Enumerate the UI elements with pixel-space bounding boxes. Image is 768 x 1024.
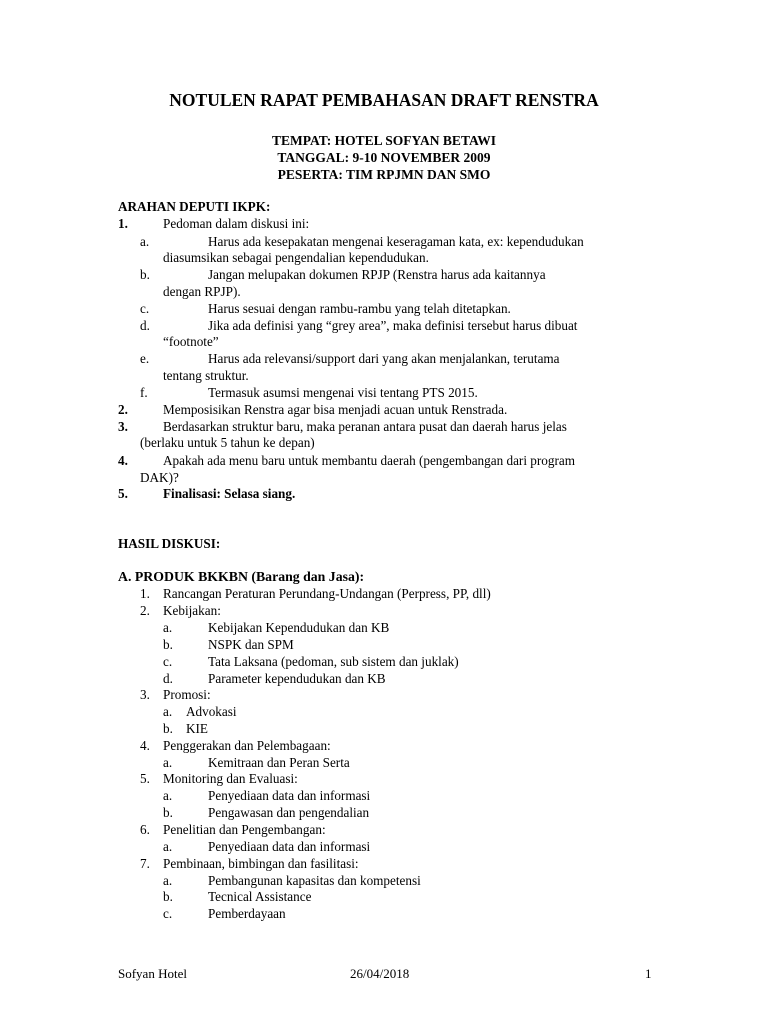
arahan-item-text: Apakah ada menu baru untuk membantu daerah (pengembangan dari program	[163, 453, 575, 468]
hasil-sub-letter: a.	[163, 704, 173, 719]
arahan-sub-letter: c.	[140, 301, 150, 316]
hasil-sub-text: Pembangunan kapasitas dan kompetensi	[208, 873, 421, 888]
footer-page-number: 1	[645, 966, 652, 981]
arahan-sub-text: Jika ada definisi yang “grey area”, maka definisi tersebut harus dibuat	[208, 318, 578, 333]
hasil-item-text: Monitoring dan Evaluasi:	[163, 771, 298, 786]
arahan-item-text: Memposisikan Renstra agar bisa menjadi acuan untuk Renstrada.	[163, 402, 508, 417]
hasil-sub-text: Kemitraan dan Peran Serta	[208, 755, 350, 770]
hasil-item-text: Penggerakan dan Pelembagaan:	[163, 738, 331, 753]
hasil-sub-text: Pengawasan dan pengendalian	[208, 805, 370, 820]
arahan-sub-text: Jangan melupakan dokumen RPJP (Renstra harus ada kaitannya	[208, 267, 546, 282]
arahan-sub-continuation: dengan RPJP).	[163, 284, 241, 299]
arahan-sub-text: Termasuk asumsi mengenai visi tentang PTS 2015.	[208, 385, 478, 400]
hasil-sub-text: Pemberdayaan	[208, 906, 286, 921]
hasil-item-number: 7.	[140, 856, 150, 871]
hasil-item-number: 5.	[140, 771, 150, 786]
arahan-item-continuation: DAK)?	[140, 470, 179, 485]
hasil-item-text: Penelitian dan Pengembangan:	[163, 822, 326, 837]
hasil-sub-letter: b.	[163, 889, 173, 904]
hasil-sub-text: Penyediaan data dan informasi	[208, 839, 371, 854]
hasil-sub-text: Tecnical Assistance	[208, 889, 312, 904]
arahan-item-number: 5.	[118, 486, 128, 501]
hasil-sub-letter: b.	[163, 805, 173, 820]
hasil-sub-letter: a.	[163, 788, 173, 803]
hasil-sub-letter: a.	[163, 839, 173, 854]
arahan-sub-continuation: “footnote”	[163, 334, 219, 349]
arahan-item-number: 4.	[118, 453, 128, 468]
hasil-sub-letter: c.	[163, 906, 173, 921]
hasil-item-number: 4.	[140, 738, 150, 753]
hasil-sub-letter: d.	[163, 671, 173, 686]
hasil-item-text: Promosi:	[163, 687, 211, 702]
arahan-sub-text: Harus ada kesepakatan mengenai keseragaman kata, ex: kependudukan	[208, 234, 584, 249]
hasil-item-number: 3.	[140, 687, 150, 702]
hasil-item-text: Rancangan Peraturan Perundang-Undangan (Perpress, PP, dll)	[163, 586, 491, 601]
hasil-sub-text: Parameter kependudukan dan KB	[208, 671, 386, 686]
section-a-heading: A. PRODUK BKKBN (Barang dan Jasa):	[118, 569, 365, 584]
hasil-heading: HASIL DISKUSI:	[118, 536, 221, 551]
arahan-sub-letter: d.	[140, 318, 150, 333]
hasil-item-text: Pembinaan, bimbingan dan fasilitasi:	[163, 856, 359, 871]
meta-peserta: PESERTA: TIM RPJMN DAN SMO	[277, 167, 491, 182]
hasil-sub-letter: a.	[163, 755, 173, 770]
hasil-item-number: 1.	[140, 586, 150, 601]
hasil-item-text: Kebijakan:	[163, 603, 221, 618]
arahan-sub-text: Harus sesuai dengan rambu-rambu yang telah ditetapkan.	[208, 301, 511, 316]
document-title: NOTULEN RAPAT PEMBAHASAN DRAFT RENSTRA	[169, 90, 599, 110]
hasil-sub-letter: c.	[163, 654, 173, 669]
arahan-item-text: Finalisasi: Selasa siang.	[163, 486, 296, 501]
arahan-item-number: 2.	[118, 402, 128, 417]
arahan-sub-continuation: diasumsikan sebagai pengendalian kependudukan.	[163, 250, 429, 265]
hasil-sub-letter: b.	[163, 721, 173, 736]
arahan-sub-text: Harus ada relevansi/support dari yang akan menjalankan, terutama	[208, 351, 560, 366]
arahan-sub-letter: a.	[140, 234, 150, 249]
arahan-item-number: 1.	[118, 216, 128, 231]
hasil-item-number: 6.	[140, 822, 150, 837]
hasil-sub-text: Tata Laksana (pedoman, sub sistem dan juklak)	[208, 654, 459, 669]
hasil-sub-text: Kebijakan Kependudukan dan KB	[208, 620, 390, 635]
hasil-sub-text: Penyediaan data dan informasi	[208, 788, 371, 803]
arahan-heading: ARAHAN DEPUTI IKPK:	[118, 199, 271, 214]
hasil-sub-text: KIE	[186, 721, 208, 736]
footer-date: 26/04/2018	[350, 966, 410, 981]
hasil-item-number: 2.	[140, 603, 150, 618]
arahan-sub-letter: f.	[140, 385, 148, 400]
arahan-sub-letter: b.	[140, 267, 150, 282]
hasil-sub-text: NSPK dan SPM	[208, 637, 294, 652]
hasil-sub-letter: b.	[163, 637, 173, 652]
footer-left: Sofyan Hotel	[118, 966, 187, 981]
meta-tempat: TEMPAT: HOTEL SOFYAN BETAWI	[272, 133, 496, 148]
arahan-item-continuation: (berlaku untuk 5 tahun ke depan)	[140, 435, 315, 450]
arahan-item-text: Pedoman dalam diskusi ini:	[163, 216, 310, 231]
arahan-item-text: Berdasarkan struktur baru, maka peranan antara pusat dan daerah harus jelas	[163, 419, 567, 434]
hasil-sub-text: Advokasi	[186, 704, 237, 719]
meta-tanggal: TANGGAL: 9-10 NOVEMBER 2009	[277, 150, 491, 165]
arahan-sub-continuation: tentang struktur.	[163, 368, 249, 383]
hasil-sub-letter: a.	[163, 620, 173, 635]
arahan-sub-letter: e.	[140, 351, 150, 366]
arahan-item-number: 3.	[118, 419, 128, 434]
hasil-sub-letter: a.	[163, 873, 173, 888]
